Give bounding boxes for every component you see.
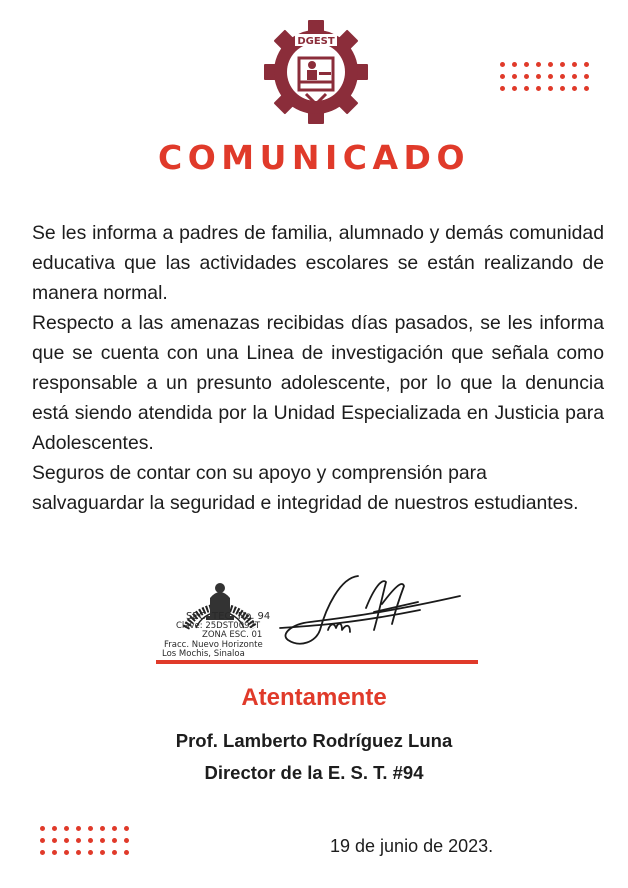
page-title: COMUNICADO — [157, 138, 470, 177]
decorative-dot — [100, 850, 105, 855]
decorative-dot — [548, 74, 553, 79]
decorative-dot — [584, 74, 589, 79]
decorative-dot — [536, 74, 541, 79]
decorative-dot — [88, 826, 93, 831]
decorative-dot — [560, 62, 565, 67]
decorative-dot — [76, 838, 81, 843]
decorative-dot — [124, 850, 129, 855]
decorative-dot — [572, 74, 577, 79]
decorative-dot — [572, 86, 577, 91]
dgest-logo — [262, 18, 370, 126]
gear-logo-icon — [262, 18, 370, 126]
decorative-dot — [64, 850, 69, 855]
decorative-dot — [512, 62, 517, 67]
decorative-dot — [512, 86, 517, 91]
decorative-dot — [536, 62, 541, 67]
paragraph-2: Respecto a las amenazas recibidas días pasados, se les informa que se cuenta con una Linea de investigación que señala como responsable a un presunto adolescente, por lo que la denuncia está siendo atendida por la Unidad Especializada en Justicia para Adolescentes. — [32, 312, 604, 454]
paragraph-3: Seguros de contar con su apoyo y comprensión para salvaguardar la seguridad e integridad de nuestros estudiantes. — [32, 462, 579, 514]
decorative-dot — [88, 838, 93, 843]
decorative-dot — [524, 74, 529, 79]
decorative-dot — [76, 850, 81, 855]
decorative-dot — [524, 86, 529, 91]
decorative-dot — [124, 826, 129, 831]
decorative-dot — [560, 86, 565, 91]
signer-role: Director de la E. S. T. #94 — [204, 762, 424, 783]
decorative-dot — [560, 74, 565, 79]
decorative-dot — [548, 62, 553, 67]
decorative-dot — [52, 826, 57, 831]
decorative-dot — [64, 838, 69, 843]
decorative-dot — [76, 826, 81, 831]
decorative-dot — [500, 74, 505, 79]
decorative-dot — [52, 850, 57, 855]
decorative-dot — [524, 62, 529, 67]
decorative-dot — [100, 826, 105, 831]
decorative-dot — [548, 86, 553, 91]
decorative-dot — [40, 850, 45, 855]
decorative-dot — [536, 86, 541, 91]
stamp-line-zone: ZONA ESC. 01 — [202, 630, 263, 640]
decorative-dot — [100, 838, 105, 843]
decorative-dot — [500, 62, 505, 67]
stamp-line-school: SEC. TEC. No. 94 — [186, 611, 271, 622]
decorative-dot — [88, 850, 93, 855]
logo-text: DGEST — [297, 36, 335, 47]
decorative-dot — [112, 826, 117, 831]
signature-icon — [270, 568, 470, 652]
signature-line — [156, 660, 478, 664]
handwritten-signature — [270, 568, 470, 652]
decorative-dot — [124, 838, 129, 843]
paragraph-1: Se les informa a padres de familia, alumnado y demás comunidad educativa que las actividades escolares se están realizando de manera normal. — [32, 222, 604, 304]
document-date: 19 de junio de 2023. — [330, 836, 494, 856]
stamp-line-city: Los Mochis, Sinaloa — [162, 649, 245, 659]
decorative-dot — [40, 826, 45, 831]
decorative-dot — [40, 838, 45, 843]
decorative-dot — [500, 86, 505, 91]
decorative-dot — [52, 838, 57, 843]
stamp-line-address: Fracc. Nuevo Horizonte — [164, 639, 263, 650]
decorative-dot — [112, 850, 117, 855]
decorative-dot — [572, 62, 577, 67]
stamp-line-key: Clave: 25DST0097T — [176, 620, 261, 631]
decorative-dot — [584, 86, 589, 91]
decorative-dot — [584, 62, 589, 67]
closing-text: Atentamente — [241, 684, 387, 711]
signer-name: Prof. Lamberto Rodríguez Luna — [175, 730, 453, 751]
decorative-dot — [512, 74, 517, 79]
decorative-dot — [112, 838, 117, 843]
decorative-dot — [64, 826, 69, 831]
message-body — [32, 218, 604, 518]
